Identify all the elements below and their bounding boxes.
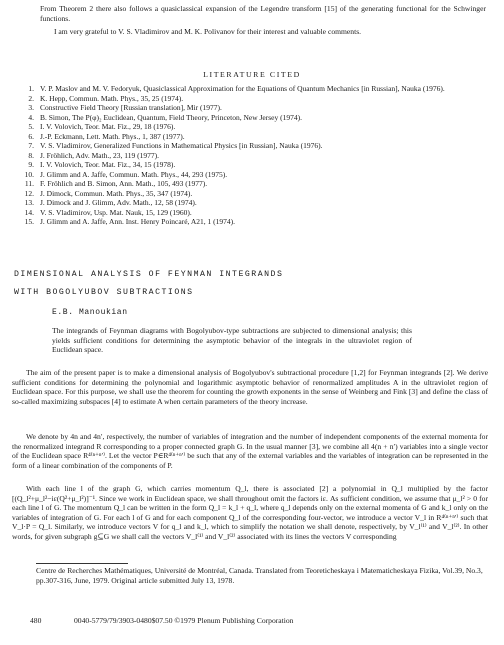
top-paragraph: From Theorem 2 there also follows a quasiclassical expansion of the Legendre transform [15] of the generating functional for the Schwinger functions. (40, 4, 486, 23)
reference-item: 2. K. Hepp, Commun. Math. Phys., 35, 25 (1974). (28, 93, 184, 103)
reference-item: 10. J. Glimm and A. Jaffe, Commun. Math. Phys., 44, 293 (1975). (24, 169, 228, 179)
article-title-line-2: WITH BOGOLYUBOV SUBTRACTIONS (14, 288, 194, 297)
page-number: 480 (30, 616, 42, 625)
article-title-line-1: DIMENSIONAL ANALYSIS OF FEYNMAN INTEGRANDS (14, 270, 284, 279)
copyright-line: 0040-5779/79/3903-0480$07.50 ©1979 Plenum Publishing Corporation (74, 616, 294, 625)
reference-item: 1. V. P. Maslov and M. V. Fedoryuk, Quasiclassical Approximation for the Equations of Quantum Mechanics [in Russian], Nauka (1976). (28, 84, 445, 93)
reference-item: 4. B. Simon, The P(φ)₂ Euclidean, Quantum, Field Theory, Princeton, New Jersey (1974). (28, 112, 302, 122)
reference-list (14, 84, 484, 227)
acknowledgment: I am very grateful to V. S. Vladimirov and M. K. Polivanov for their interest and valuable comments. (54, 27, 362, 36)
literature-cited-heading: LITERATURE CITED (203, 70, 301, 79)
reference-item: 11. F. Fröhlich and B. Simon, Ann. Math., 105, 493 (1977). (24, 179, 208, 188)
reference-item: 3. Constructive Field Theory [Russian translation], Mir (1977). (28, 103, 222, 112)
reference-item: 8. J. Fröhlich, Adv. Math., 23, 119 (1977). (28, 150, 160, 160)
footnote-rule (36, 563, 128, 564)
reference-item: 6. J.-P. Eckmann, Lett. Math. Phys., 1, 387 (1977). (28, 131, 185, 141)
footnote: Centre de Recherches Mathématiques, Université de Montréal, Canada. Translated from Teoreticheskaya i Matematicheskaya Fizika, Vol.39, No.3, pp.307-316, June, 1979. Original article submitted July 13, 1978. (36, 566, 483, 585)
author: E.B. Manoukian (52, 308, 128, 317)
body-paragraph-1: The aim of the present paper is to make a dimensional analysis of Bogolyubov's subtractional procedure [1,2] for Feynman integrands [2]. We derive sufficient conditions for determining the polynomial and logarithmic asymptotic behavior of renormalized amplitudes A in the ultraviolet region of Euclidean space. For this purpose, we shall use the theorem for counting the growth exponents in the sense of Weinberg and Fink [3] and define the class of so-called maximizing subspaces [4] to estimate A when certain parameters of the theory increase. (12, 368, 488, 406)
abstract: The integrands of Feynman diagrams with Bogolyubov-type subtractions are subjected to dimensional analysis; this yields sufficient conditions for determining the asymptotic behavior of the integrals in the ultraviolet region of Euclidean space. (52, 326, 412, 355)
reference-item: 13. J. Dimock and J. Glimm, Adv. Math., 12, 58 (1974). (24, 198, 197, 207)
reference-item: 15. J. Glimm and A. Jaffe, Ann. Inst. Henry Poincaré, A21, 1 (1974). (24, 217, 236, 226)
reference-item: 5. I. V. Volovich, Teor. Mat. Fiz., 29, 18 (1976). (28, 122, 176, 131)
reference-item: 9. I. V. Volovich, Teor. Mat. Fiz., 34, 15 (1978). (28, 160, 176, 169)
reference-item: 7. V. S. Vladimirov, Generalized Functions in Mathematical Physics [in Russian], Nauka (1976). (28, 141, 323, 150)
reference-item: 14. V. S. Vladimirov, Usp. Mat. Nauk, 15, 129 (1960). (24, 207, 192, 217)
body-paragraph-2: We denote by 4n and 4n′, respectively, the number of variables of integration and the number of independent components of the external momenta for the renormalized integrand R corresponding to a proper connected graph G. In the usual manner [3], we combine all 4(n + n′) variables into a single vector of the Euclidean space R⁴⁽ⁿ⁺ⁿ′⁾. Let the vector P∈R⁴⁽ⁿ⁺ⁿ′⁾ be such that any of the external variables and the variables of integration can be represented in the form of a linear combination of the components of P. (12, 432, 488, 470)
reference-item: 12. J. Dimock, Commun. Math. Phys., 35, 347 (1974). (24, 188, 193, 198)
body-paragraph-3: With each line l of the graph G, which carries momentum Q_l, there is associated [2] a polynomial in Q_l multiplied by the factor [(Q_l²+μ_l²−iε(Q²+μ_l²)]⁻¹. Since we work in Euclidean space, we shall throughout omit the factors iε. As sufficient condition, we assume that μ_l² > 0 for each line l of G. The momentum Q_l can be written in the form Q_l = k_l + q_l, where q_l depends only on the external momenta of G and k_l only on the variables of integration of G. For each l of G and for each component Q_l of the corresponding four-vector, we introduce a vector V_l in R⁴⁽ⁿ⁺ⁿ′⁾ such that V_l·P = Q_l. Similarly, we introduce vectors V for q_l and k_l, which to simplify the notation we shall denote, respectively, by V_l⁽¹⁾ and V_l⁽²⁾. In other words, for given subgraph g⊆G we shall call the vectors V_l⁽¹⁾ and V_l⁽²⁾ associated with its lines the vectors V corresponding (12, 484, 488, 541)
